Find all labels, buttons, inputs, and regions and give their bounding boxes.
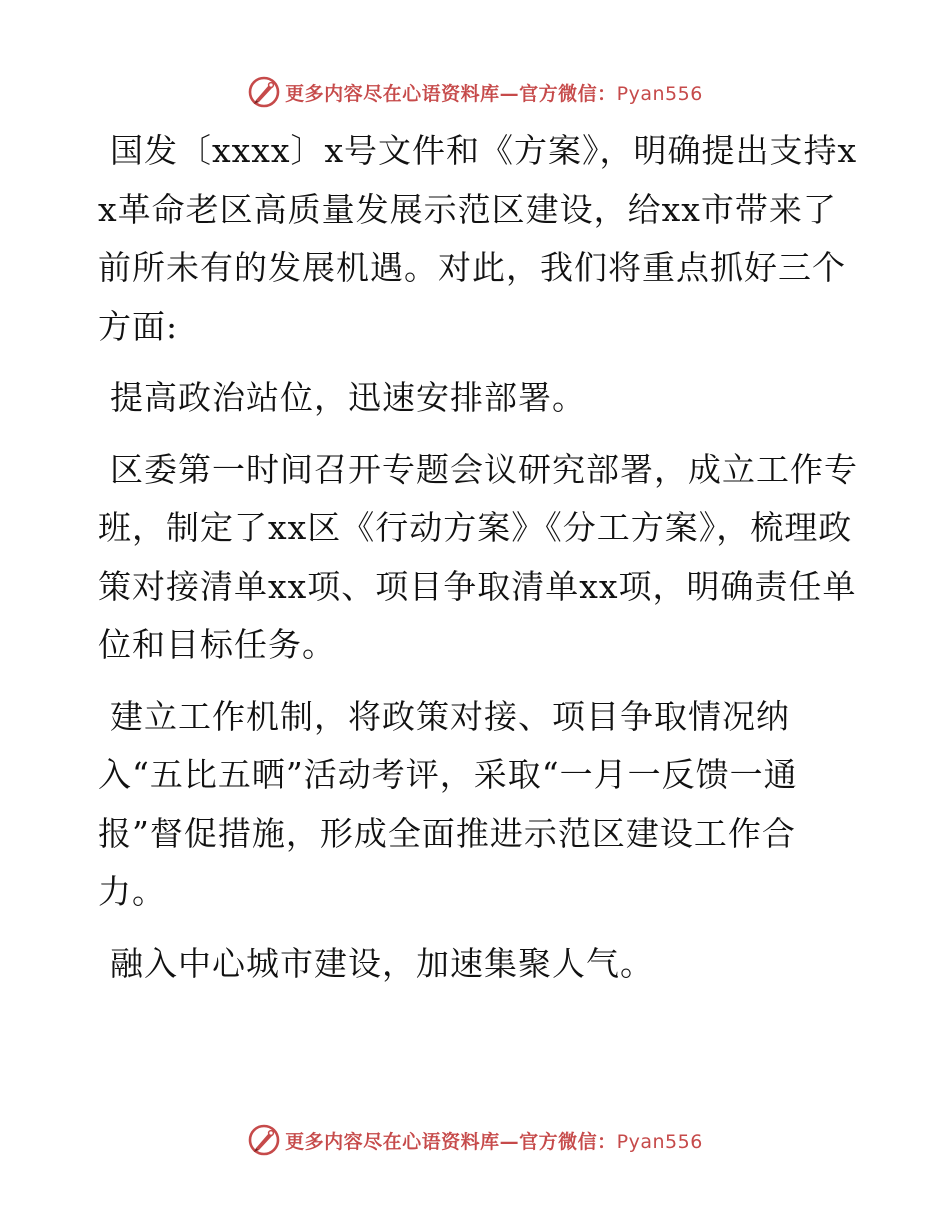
pen-logo-icon — [247, 1123, 281, 1157]
watermark-wechat-id: Pyan556 — [616, 82, 703, 105]
watermark-text-cn: 更多内容尽在心语资料库—官方微信： — [285, 82, 617, 105]
document-body — [98, 122, 858, 1006]
paragraph-detail-2: 建立工作机制，将政策对接、项目争取情况纳入“五比五晒”活动考评，采取“一月一反馈一通报”督促措施，形成全面推进示范区建设工作合力。 — [98, 696, 798, 911]
header-watermark — [0, 70, 950, 114]
pen-logo-icon — [247, 75, 281, 109]
footer-watermark — [0, 1118, 950, 1162]
watermark-text-cn: 更多内容尽在心语资料库—官方微信： — [285, 1130, 617, 1153]
paragraph-intro: 国发〔xxxx〕x号文件和《方案》，明确提出支持xx革命老区高质量发展示范区建设，给xx市带来了前所未有的发展机遇。对此，我们将重点抓好三个方面: — [98, 131, 858, 346]
paragraph-heading-2: 融入中心城市建设，加速集聚人气。 — [110, 943, 654, 983]
paragraph-heading-1: 提高政治站位，迅速安排部署。 — [110, 378, 586, 417]
watermark-text — [285, 1127, 703, 1154]
watermark-text — [285, 79, 703, 106]
watermark-wechat-id: Pyan556 — [616, 1130, 703, 1153]
paragraph-detail-1: 区委第一时间召开专题会议研究部署，成立工作专班，制定了xx区《行动方案》《分工方案》，梳理政策对接清单xx项、项目争取清单xx项，明确责任单位和目标任务。 — [98, 449, 858, 664]
